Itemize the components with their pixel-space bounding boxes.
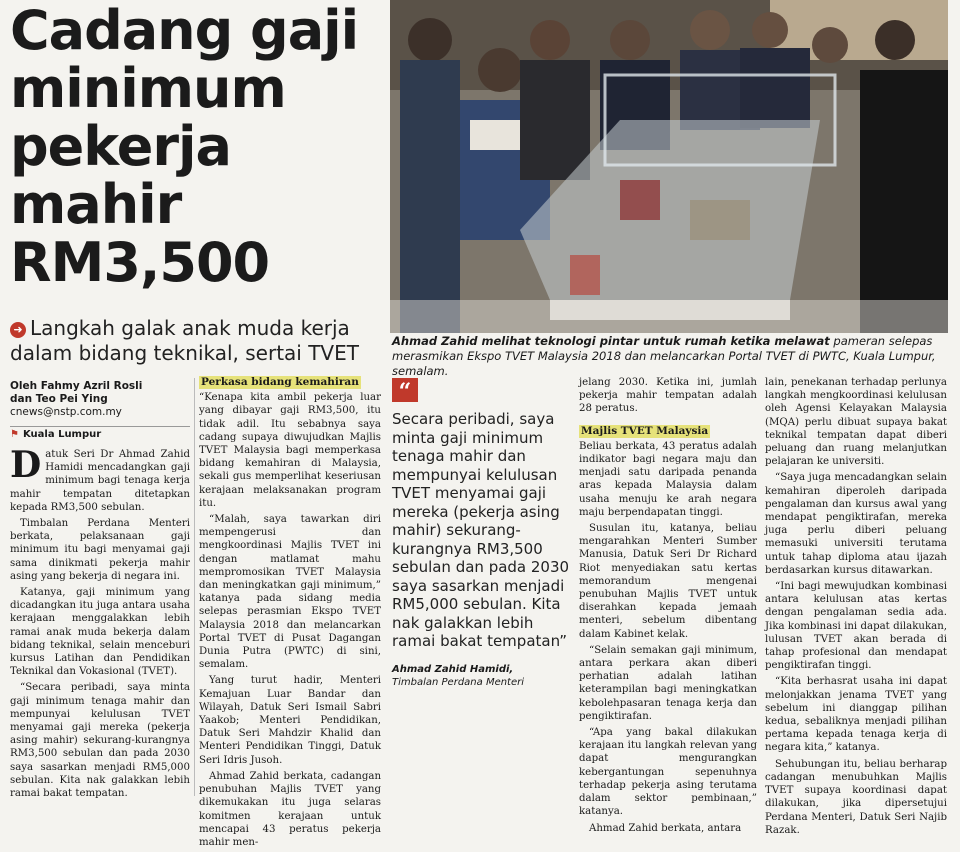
byline	[10, 380, 190, 406]
quote-speaker-role: Timbalan Perdana Menteri	[392, 676, 525, 688]
article-column-4	[579, 376, 757, 838]
pull-quote-text: Secara peribadi, saya minta gaji minimum tenaga mahir dan mempunyai kelulusan TVET menyamai gaji mereka (pekerja asing mahir) sekurang-kurangnya RM3,500 sebulan dan pada 2030 saya sasarkan menjadi RM5,000 sebulan. Kita nak galakkan lebih ramai bakat tempatan”	[392, 410, 570, 650]
headline: Cadang gaji minimum pekerja mahir RM3,500	[10, 0, 359, 294]
pull-quote-attribution	[392, 663, 570, 689]
deck	[10, 316, 382, 366]
pull-quote	[392, 378, 570, 689]
byline-authors-2: dan Teo Pei Ying	[10, 393, 108, 405]
quote-icon: “	[392, 378, 418, 402]
paragraph: “Kenapa kita ambil pekerja luar yang dibayar gaji RM3,500, itu tidak adil. Itu sebabnya saya cadang supaya diwujudkan Majlis TVET Malaysia bagi memperkasa bidang kemahiran di Malaysia, sekali gus memperlihat keseriusan kerajaan melaksanakan program itu.	[199, 392, 381, 509]
paragraph: jelang 2030. Ketika ini, jumlah pekerja mahir tempatan adalah 28 peratus.	[579, 377, 757, 415]
author-email: cnews@nstp.com.my	[10, 406, 122, 418]
paragraph: “Secara peribadi, saya minta gaji minimum tenaga mahir dan mempunyai kelulusan TVET menyamai gaji mereka (pekerja asing mahir) sekurang-kurangnya RM3,500 sebulan dan pada 2030 saya sasarkan menjadi RM5,000 sebulan. Kita nak galakkan lebih ramai bakat tempatan.	[10, 682, 190, 800]
paragraph: Yang turut hadir, Menteri Kemajuan Luar Bandar dan Wilayah, Datuk Seri Ismail Sabri Yaakob; Menteri Pendidikan, Datuk Seri Mahdzir Khalid dan Menteri Pendidikan Tinggi, Datuk Seri Idris Jusoh.	[199, 675, 381, 766]
exhibition-photo	[390, 0, 948, 333]
paragraph: “Selain semakan gaji minimum, antara perkara akan diberi perhatian adalah latihan keterampilan bagi meningkatkan kebolehpasaran tenaga kerja dan pengiktirafan.	[579, 644, 757, 722]
paragraph: lain, penekanan terhadap perlunya langkah mengkoordinasi kelulusan oleh Agensi Kelayakan Malaysia (MQA) perlu dibuat supaya bakat teknikal tempatan dapat diberi peluang dan ruang melanjutkan pelajaran ke universiti.	[765, 377, 947, 468]
article-column-5	[765, 376, 947, 840]
subheading: Majlis TVET Malaysia	[581, 424, 709, 437]
paragraph: “Kita berhasrat usaha ini dapat melonjakkan jenama TVET yang sebelum ini dianggap pilihan kedua, sebaliknya menjadi pilihan pertama kepada tenaga kerja di negara kita,” katanya.	[765, 676, 947, 754]
paragraph: Ahmad Zahid berkata, antara	[589, 822, 742, 834]
paragraph: Katanya, gaji minimum yang dicadangkan itu juga antara usaha kerajaan menggalakkan lebih ramai anak muda bekerja dalam bidang teknikal, selain menceburi kursus Latihan dan Pendidikan Teknikal dan Vokasional (TVET).	[10, 587, 190, 678]
paragraph: Sehubungan itu, beliau berharap cadangan menubuhkan Majlis TVET supaya koordinasi dapat dilakukan, jika dipersetujui Perdana Menteri, Datuk Seri Najib Razak.	[765, 758, 947, 836]
quote-speaker: Ahmad Zahid Hamidi,	[392, 663, 514, 675]
caption-lead: Ahmad Zahid melihat teknologi pintar untuk rumah ketika melawat	[392, 334, 830, 348]
drop-cap: D	[10, 444, 42, 486]
paragraph: “Malah, saya tawarkan diri mempengerusi dan mengkoordinasi Majlis TVET ini dengan matlamat mahu mempromosikan TVET Malaysia dan meningkatkan gaji minimum,” katanya pada sidang media selepas perasmian Ekspo TVET Malaysia 2018 dan melancarkan Portal TVET di Pusat Dagangan Dunia Putra (PWTC) di sini, semalam.	[199, 514, 381, 671]
byline-authors-1: Oleh Fahmy Azril Rosli	[10, 380, 143, 392]
article-column-1	[10, 444, 190, 803]
dateline	[10, 426, 190, 440]
dateline-text: Kuala Lumpur	[22, 429, 102, 440]
arrow-right-icon: ➜	[10, 322, 26, 338]
paragraph: “Saya juga mencadangkan selain kemahiran diperoleh daripada pengalaman dan kursus awal yang mendapat pengiktirafan, mereka juga perlu diberi peluang memasuki universiti terutama untuk tahap diploma atau ijazah berdasarkan kursus ditawarkan.	[765, 472, 947, 576]
paragraph: Ahmad Zahid berkata, cadangan penubuhan Majlis TVET yang dikemukakan itu juga selaras komitmen kerajaan untuk mencapai 43 peratus pekerja mahir men-	[199, 770, 381, 848]
paragraph: “Apa yang bakal dilakukan kerajaan itu langkah relevan yang dapat mengurangkan kebergantungan sepenuhnya terhadap pekerja asing terutama dalam sektor pembinaan,” katanya.	[579, 727, 757, 818]
flag-icon: ⚑	[10, 429, 19, 440]
column-divider	[194, 378, 195, 796]
paragraph: “Ini bagi mewujudkan kombinasi antara kelulusan atas kertas dengan pengalaman sedia ada. Jika kombinasi ini dapat dilakukan, lulusan TVET akan berada di tahap profesional dan mendapat pengiktirafan tinggi.	[765, 581, 947, 672]
paragraph: Datuk Seri Dr Ahmad Zahid Hamidi mencadangkan gaji minimum bagi tenaga kerja mahir tempatan ditetapkan kepada RM3,500 sebulan.	[10, 444, 190, 513]
paragraph: Timbalan Perdana Menteri berkata, pelaksanaan gaji minimum itu bagi menyamai gaji sama dinikmati pekerja mahir asing yang bekerja di negara ini.	[10, 518, 190, 582]
deck-text: Langkah galak anak muda kerja dalam bidang teknikal, sertai TVET	[10, 316, 359, 365]
paragraph: Susulan itu, katanya, beliau mengarahkan Menteri Sumber Manusia, Datuk Seri Dr Richard Riot menyediakan satu kertas memorandum mengenai penubuhan Majlis TVET untuk diserahkan kepada jemaah menteri, sebelum dibentang dalam Kabinet kelak.	[579, 523, 757, 640]
caption-rest: pameran selepas merasmikan Ekspo TVET Malaysia 2018 dan melancarkan Portal TVET di PWTC, Kuala Lumpur, semalam.	[392, 334, 936, 378]
photo-caption	[392, 334, 948, 379]
subheading: Perkasa bidang kemahiran	[201, 376, 359, 388]
article-column-2	[199, 376, 381, 852]
paragraph: Beliau berkata, 43 peratus adalah indikator bagi negara maju dan menjadi satu daripada penanda aras kepada Malaysia dalam usaha menuju ke arah negara maju berpendapatan tinggi.	[579, 440, 757, 518]
